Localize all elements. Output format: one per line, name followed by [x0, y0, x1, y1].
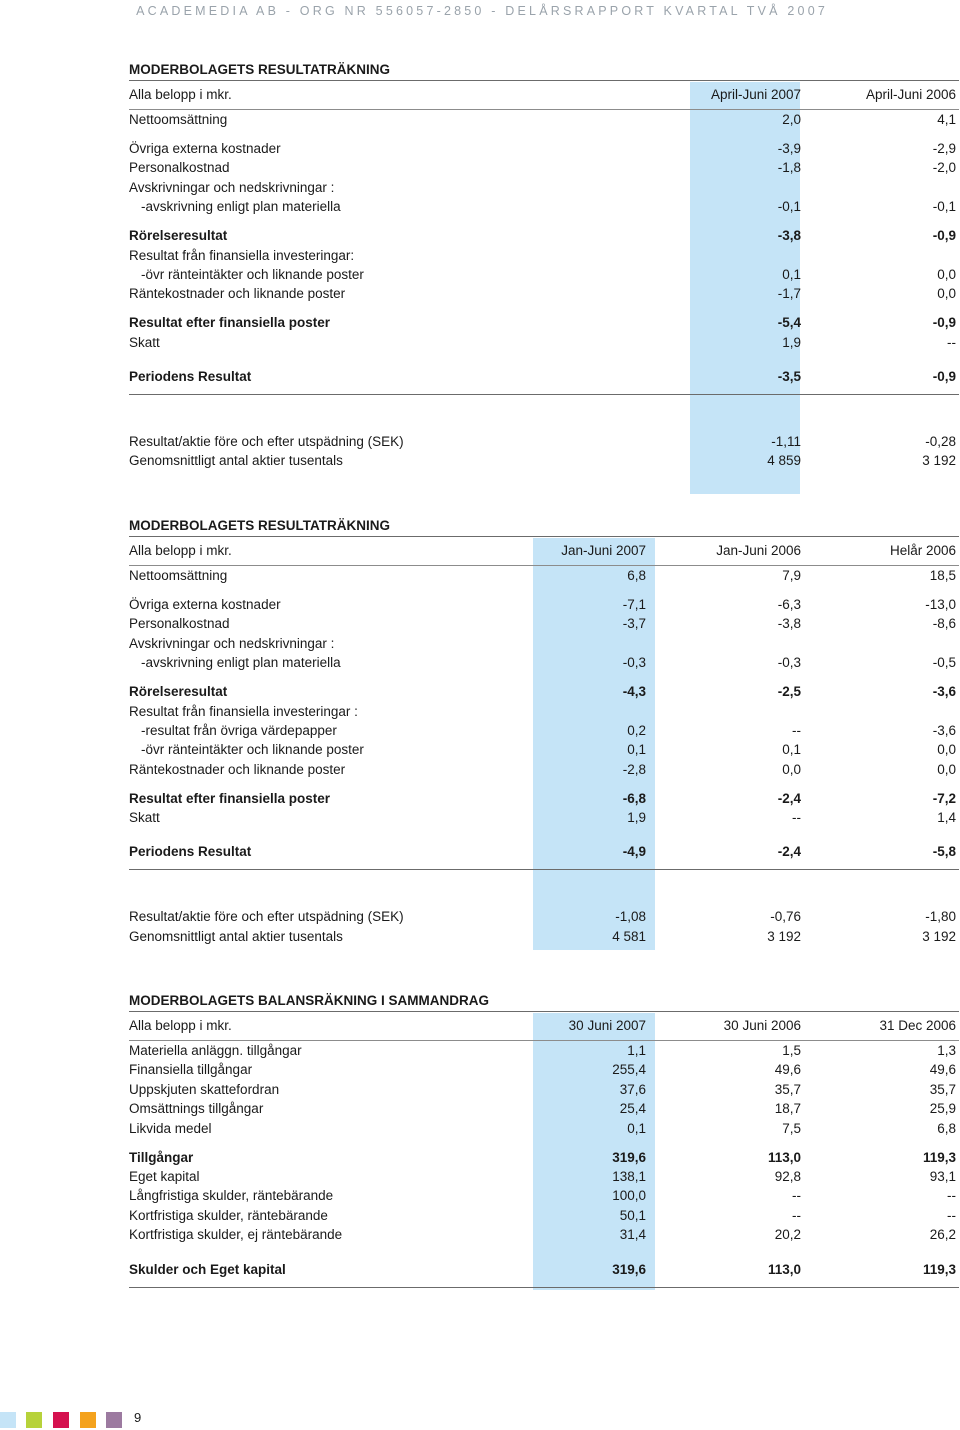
cell-value: -- [947, 1207, 956, 1223]
cell-value: -1,7 [777, 286, 801, 302]
cell-value: 0,0 [782, 761, 801, 777]
section-title: MODERBOLAGETS RESULTATRÄKNING [129, 516, 959, 537]
row-label: Nettoomsättning [129, 568, 228, 583]
row-label: Genomsnittligt antal aktier tusentals [129, 453, 343, 469]
total-row [129, 835, 959, 870]
cell-value: -0,28 [925, 434, 956, 450]
table-row [129, 1080, 959, 1099]
cell-value: -1,08 [615, 909, 646, 925]
row-label: Rörelseresultat [129, 228, 228, 244]
cell-value: -3,7 [622, 616, 646, 632]
table-row [129, 808, 959, 827]
table-row [129, 653, 959, 672]
row-label: Uppskjuten skattefordran [129, 1081, 280, 1097]
row-label: Resultat från finansiella investeringar: [129, 247, 355, 263]
row-label: Personalkostnad [129, 160, 230, 176]
cell-value: 119,3 [922, 1261, 956, 1277]
cell-value: 0,0 [937, 761, 956, 777]
row-label: Resultat/aktie före och efter utspädning (SEK) [129, 434, 404, 450]
row-label: -övr ränteintäkter och liknande poster [141, 742, 364, 758]
table-row [129, 760, 959, 779]
column-header: 30 Juni 2006 [723, 1018, 801, 1033]
cell-value: 18,7 [774, 1101, 801, 1117]
row-label: Likvida medel [129, 1120, 212, 1136]
cell-value: -13,0 [925, 596, 956, 612]
cell-value: -1,8 [777, 160, 801, 176]
cell-value: -6,8 [622, 790, 646, 806]
table-row [129, 1119, 959, 1138]
cell-value: 7,9 [782, 568, 801, 583]
cell-value: 119,3 [922, 1149, 956, 1165]
cell-value: 1,3 [937, 1043, 956, 1058]
cell-value: -2,5 [777, 684, 801, 700]
cell-value: -3,6 [932, 684, 956, 700]
row-label: -avskrivning enligt plan materiella [141, 199, 341, 215]
row-label: Periodens Resultat [129, 844, 252, 860]
table-row [129, 566, 959, 585]
row-label: Räntekostnader och liknande poster [129, 286, 346, 302]
cell-value: 92,8 [774, 1168, 801, 1184]
footer-color-square [80, 1412, 96, 1428]
row-label: Genomsnittligt antal aktier tusentals [129, 928, 343, 944]
cell-value: -- [792, 810, 801, 826]
cell-value: 100,0 [612, 1188, 646, 1204]
cell-value: 0,1 [627, 742, 646, 758]
row-label: Resultat/aktie före och efter utspädning (SEK) [129, 909, 404, 925]
table-row [129, 634, 959, 653]
cell-value: 6,8 [937, 1120, 956, 1136]
cell-value: -1,11 [771, 434, 801, 450]
row-label: Resultat efter finansiella poster [129, 790, 331, 806]
table-row [129, 246, 959, 265]
row-label: Resultat efter finansiella poster [129, 315, 331, 331]
cell-value: 4 859 [767, 453, 801, 469]
table-row [129, 595, 959, 614]
column-header: April-Juni 2006 [865, 87, 956, 102]
table-row [129, 139, 959, 158]
table-row [129, 284, 959, 303]
cell-value: -4,9 [622, 844, 646, 860]
row-label: Avskrivningar och nedskrivningar : [129, 179, 335, 195]
table-row [129, 721, 959, 740]
table-row [129, 313, 959, 332]
row-label: Materiella anläggn. tillgångar [129, 1043, 302, 1058]
cell-value: 31,4 [619, 1227, 646, 1243]
cell-value: 3 192 [767, 928, 801, 944]
column-header: 30 Juni 2007 [568, 1018, 646, 1033]
cell-value: 0,0 [937, 742, 956, 758]
cell-value: 6,8 [627, 568, 646, 583]
cell-value: 49,6 [929, 1062, 956, 1078]
cell-value: -7,1 [622, 596, 646, 612]
cell-value: 0,2 [627, 722, 646, 738]
cell-value: 1,5 [782, 1043, 801, 1058]
table-row [129, 1167, 959, 1186]
row-label: Övriga externa kostnader [129, 596, 281, 612]
cell-value: 20,2 [774, 1227, 801, 1243]
cell-value: -3,5 [777, 369, 801, 385]
row-label: Räntekostnader och liknande poster [129, 761, 346, 777]
cell-value: 3 192 [922, 453, 956, 469]
table-row [129, 178, 959, 197]
table-row [129, 1099, 959, 1118]
row-label: Finansiella tillgångar [129, 1062, 253, 1078]
row-label: Avskrivningar och nedskrivningar : [129, 635, 335, 651]
cell-value: 0,0 [937, 286, 956, 302]
cell-value: -0,1 [932, 199, 956, 215]
page-number: 9 [134, 1410, 142, 1425]
table-row [129, 1041, 959, 1060]
table-row [129, 614, 959, 633]
table-row [129, 265, 959, 284]
cell-value: 93,1 [929, 1168, 956, 1184]
row-label: Omsättnings tillgångar [129, 1101, 264, 1117]
cell-value: 18,5 [929, 568, 956, 583]
cell-value: 4 581 [612, 928, 646, 944]
table-row [129, 927, 959, 946]
cell-value: -5,4 [777, 315, 801, 331]
footer-color-square [53, 1412, 69, 1428]
cell-value: 49,6 [774, 1062, 801, 1078]
cell-value: -7,2 [932, 790, 956, 806]
cell-value: 26,2 [929, 1227, 956, 1243]
row-label: Skulder och Eget kapital [129, 1261, 286, 1277]
cell-value: -0,76 [770, 909, 801, 925]
table-row [129, 740, 959, 759]
footer-color-square [0, 1412, 16, 1428]
table-header [129, 81, 959, 110]
table-row [129, 1206, 959, 1225]
row-label: Periodens Resultat [129, 369, 252, 385]
cell-value: 138,1 [612, 1168, 646, 1184]
cell-value: -0,3 [622, 655, 646, 671]
cell-value: 1,9 [627, 810, 646, 826]
table-row [129, 702, 959, 721]
cell-value: -3,9 [777, 140, 801, 156]
table-row [129, 1186, 959, 1205]
cell-value: 35,7 [774, 1081, 801, 1097]
cell-value: -8,6 [932, 616, 956, 632]
cell-value: -2,0 [932, 160, 956, 176]
header-label: Alla belopp i mkr. [129, 1018, 232, 1033]
total-row [129, 360, 959, 395]
cell-value: -2,4 [777, 844, 801, 860]
table-row [129, 907, 959, 926]
cell-value: -6,3 [777, 596, 801, 612]
cell-value: 319,6 [612, 1149, 646, 1165]
row-label: Långfristiga skulder, räntebärande [129, 1188, 334, 1204]
column-header: Jan-Juni 2007 [561, 543, 646, 558]
cell-value: -0,3 [777, 655, 801, 671]
cell-value: 1,4 [937, 810, 956, 826]
cell-value: 37,6 [619, 1081, 646, 1097]
table-row [129, 1148, 959, 1167]
cell-value: -3,6 [932, 722, 956, 738]
row-label: Övriga externa kostnader [129, 140, 281, 156]
table-row [129, 1225, 959, 1244]
column-header: Jan-Juni 2006 [716, 543, 801, 558]
cell-value: -2,4 [777, 790, 801, 806]
table-row [129, 226, 959, 245]
row-label: Nettoomsättning [129, 112, 228, 127]
cell-value: -- [947, 334, 956, 350]
total-row [129, 1253, 959, 1288]
footer-color-square [106, 1412, 122, 1428]
row-label: -avskrivning enligt plan materiella [141, 655, 341, 671]
row-label: Resultat från finansiella investeringar : [129, 703, 358, 719]
cell-value: 0,1 [627, 1120, 646, 1136]
cell-value: -0,1 [777, 199, 801, 215]
table-row [129, 197, 959, 216]
cell-value: -4,3 [622, 684, 646, 700]
table-row [129, 1060, 959, 1079]
section-title: MODERBOLAGETS RESULTATRÄKNING [129, 60, 959, 81]
cell-value: 319,6 [612, 1261, 646, 1277]
cell-value: -3,8 [777, 228, 801, 244]
row-label: Skatt [129, 334, 160, 350]
cell-value: -0,9 [932, 369, 956, 385]
cell-value: 50,1 [619, 1207, 646, 1223]
cell-value: -0,9 [932, 315, 956, 331]
column-header: Helår 2006 [889, 543, 956, 558]
row-label: Kortfristiga skulder, räntebärande [129, 1207, 328, 1223]
cell-value: 2,0 [782, 112, 801, 127]
table-header [129, 537, 959, 566]
footer-color-square [26, 1412, 42, 1428]
header-label: Alla belopp i mkr. [129, 543, 232, 558]
cell-value: 4,1 [937, 112, 956, 127]
table-header [129, 1012, 959, 1041]
cell-value: 7,5 [782, 1120, 801, 1136]
cell-value: 255,4 [612, 1062, 646, 1078]
cell-value: -2,8 [622, 761, 646, 777]
table-row [129, 432, 959, 451]
cell-value: -5,8 [932, 844, 956, 860]
cell-value: 113,0 [767, 1149, 801, 1165]
row-label: -resultat från övriga värdepapper [141, 722, 337, 738]
column-header: April-Juni 2007 [710, 87, 801, 102]
section-title: MODERBOLAGETS BALANSRÄKNING I SAMMANDRAG [129, 991, 959, 1012]
row-label: Tillgångar [129, 1149, 194, 1165]
cell-value: 25,9 [929, 1101, 956, 1117]
table-row [129, 789, 959, 808]
row-label: Kortfristiga skulder, ej räntebärande [129, 1227, 343, 1243]
table-row [129, 110, 959, 129]
cell-value: -- [792, 722, 801, 738]
cell-value: 113,0 [767, 1261, 801, 1277]
column-header: 31 Dec 2006 [879, 1018, 956, 1033]
cell-value: 25,4 [619, 1101, 646, 1117]
table-row [129, 333, 959, 352]
row-label: Rörelseresultat [129, 684, 228, 700]
cell-value: -2,9 [932, 140, 956, 156]
cell-value: 1,1 [627, 1043, 646, 1058]
cell-value: 0,1 [782, 742, 801, 758]
header-label: Alla belopp i mkr. [129, 87, 232, 102]
table-row [129, 158, 959, 177]
cell-value: -- [947, 1188, 956, 1204]
cell-value: 0,1 [782, 266, 801, 282]
cell-value: -- [792, 1188, 801, 1204]
quarter-income-statement [129, 60, 959, 471]
row-label: Skatt [129, 810, 160, 826]
cell-value: 3 192 [922, 928, 956, 944]
cell-value: -- [792, 1207, 801, 1223]
row-label: -övr ränteintäkter och liknande poster [141, 266, 364, 282]
cell-value: 1,9 [782, 334, 801, 350]
table-row [129, 682, 959, 701]
cell-value: 35,7 [929, 1081, 956, 1097]
balance-sheet [129, 991, 959, 1288]
row-label: Eget kapital [129, 1168, 200, 1184]
running-header: ACADEMEDIA AB - ORG NR 556057-2850 - DELÅRSRAPPORT KVARTAL TVÅ 2007 [136, 4, 828, 18]
cell-value: -0,9 [932, 228, 956, 244]
cell-value: -3,8 [777, 616, 801, 632]
cell-value: -1,80 [925, 909, 956, 925]
row-label: Personalkostnad [129, 616, 230, 632]
table-row [129, 451, 959, 470]
cell-value: 0,0 [937, 266, 956, 282]
half-year-income-statement [129, 516, 959, 946]
cell-value: -0,5 [932, 655, 956, 671]
